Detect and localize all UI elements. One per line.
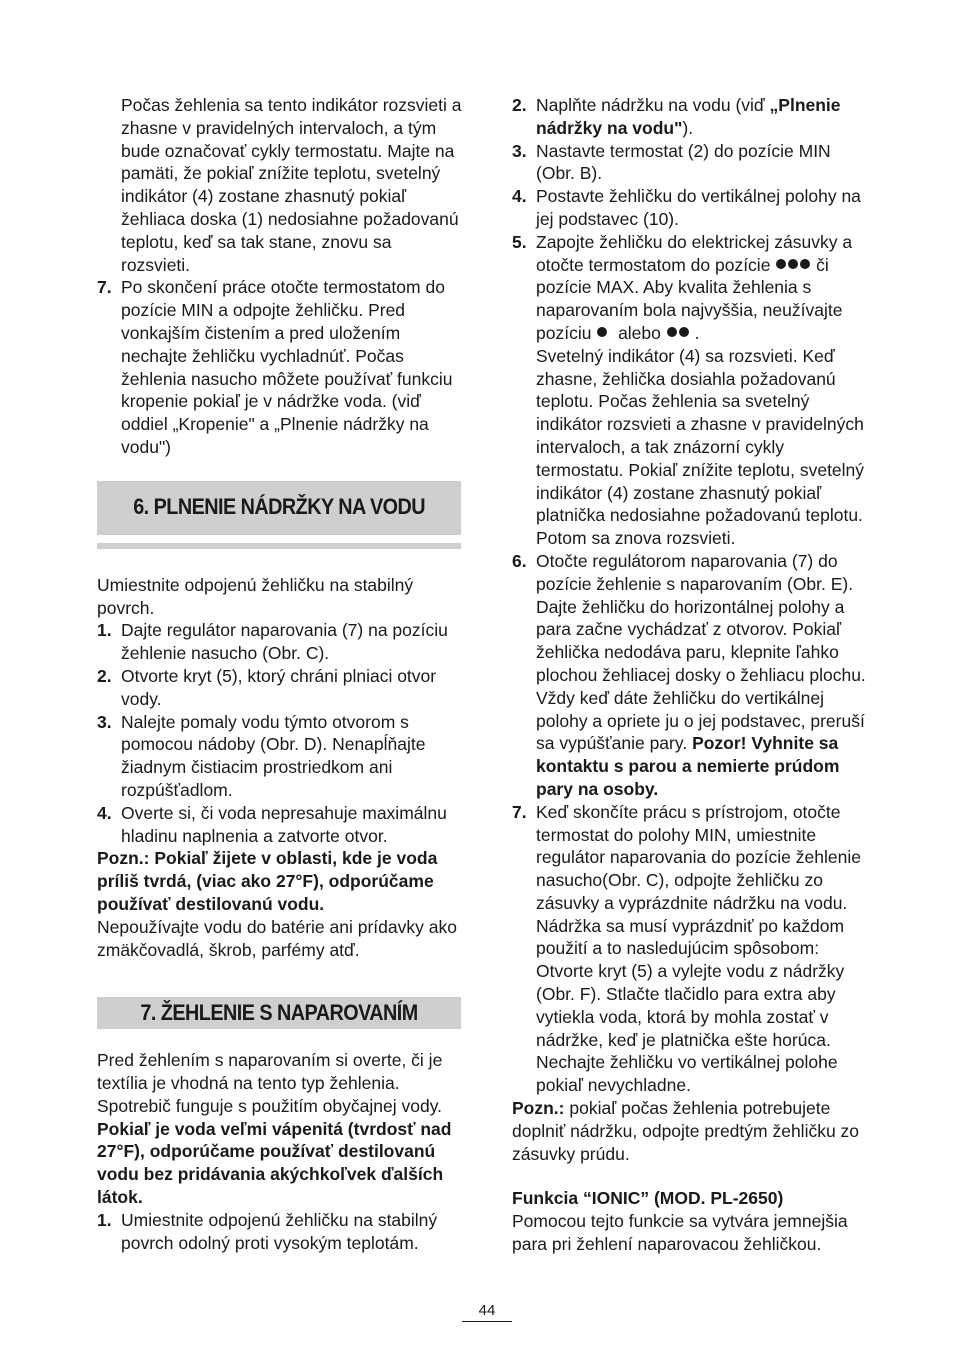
item-number: 7.: [512, 801, 527, 822]
ionic-title: Funkcia “IONIC” (MOD. PL-2650): [512, 1188, 784, 1209]
item-number: 1.: [97, 1209, 112, 1230]
list-item: [97, 802, 465, 848]
list-item: [97, 1209, 465, 1255]
section-6-title: 6. PLNENIE NÁDRŽKY NA VODU: [133, 494, 425, 520]
section-6-note-bold: Pozn.: Pokiaľ žijete v oblasti, kde je voda príliš tvrdá, (viac ako 27°F), odporúčame používať destilovanú vodu.: [97, 848, 438, 914]
left-column: [97, 94, 465, 1254]
list-item: [97, 665, 465, 711]
two-dot-icon: [666, 323, 690, 343]
three-dot-icon: [775, 255, 811, 275]
list-item: [512, 185, 874, 231]
right-column: [512, 94, 874, 1256]
list-item: [97, 619, 465, 665]
section-6-list: [97, 619, 465, 847]
one-dot-icon: [596, 323, 608, 343]
intro-continuation: Počas žehlenia sa tento indikátor rozsvieti a zhasne v pravidelných intervaloch, a tým bude označovať cykly termostatu. Majte na pamäti, že pokiaľ znížite teplotu, svetelný indikátor (4) zostane zhasnutý pokiaľ žehliaca doska (1) nedosiahne požadovanú teplotu, keď sa tak stane, znovu sa rozsvieti.: [121, 95, 462, 275]
page-number: 44: [478, 1302, 496, 1319]
section-6-intro: Umiestnite odpojenú žehličku na stabilný povrch.: [97, 574, 414, 618]
list-item: [512, 550, 874, 801]
item-number: 2.: [512, 95, 527, 115]
item-text: Umiestnite odpojenú žehličku na stabilný povrch odolný proti vysokým teplotám.: [121, 1209, 438, 1253]
item-number: 4.: [512, 186, 527, 207]
section-6-note: Nepoužívajte vodu do batérie ani prídavky ako zmäkčovadlá, škrob, parfémy atď.: [97, 916, 457, 960]
item-text: Otvorte kryt (5), ktorý chráni plniaci otvor vody.: [121, 665, 437, 709]
item-number: 4.: [97, 802, 112, 823]
item-text: Naplňte nádržku na vodu (viď „Plnenie nádržky na vodu").: [536, 95, 841, 138]
item-text: Zapojte žehličku do elektrickej zásuvky a otočte termostatom do pozície či pozície MAX. Aby kvalita žehlenia s naparovaním bola najvyššia, neužívajte pozíciu alebo . Svetelný indikátor (4) sa rozsvieti. Keď zhasne, žehlička dosiahla požadovanú teplotu. Počas žehlenia sa svetelný indikátor rozsvieti a zhasne v pravidelných intervaloch, a tak znázorní cykly termostatu. Pokiaľ znížite teplotu, svetelný indikátor (4) zostane zhasnutý pokiaľ platnička nedosiahne požadovanú teplotu. Potom sa znova rozsvieti.: [536, 231, 865, 549]
list-item: [512, 801, 874, 1097]
item-text: Keď skončíte prácu s prístrojom, otočte termostat do polohy MIN, umiestnite regulátor naparovania do pozície žehlenie nasucho(Obr. C), odpojte žehličku zo zásuvky a vyprázdnite nádržku na vodu. Nádržka sa musí vyprázdniť po každom použití a to nasledujúcim spôsobom: Otvorte kryt (5) a vylejte vodu z nádržky (Obr. F). Stlačte tlačidlo para extra aby vytiekla voda, ktorá by mohla zostať v nádržke, keď je platnička ešte horúca. Nechajte žehličku vo vertikálnej polohe pokiaľ nevychladne.: [536, 801, 861, 1096]
section-7-heading: [97, 997, 461, 1029]
section-7-intro: Pred žehlením s naparovaním si overte, či je textília je vhodná na tento typ žehlenia. Spotrebič funguje s použitím obyčajnej vody. Pokiaľ je voda veľmi vápenitá (tvrdosť nad 27°F), odporúčame používať destilovanú vodu bez pridávania akýchkoľvek ďalších látok.: [97, 1050, 452, 1208]
list-item: [97, 711, 465, 802]
item-number: 7.: [97, 277, 112, 298]
item-text: Postavte žehličku do vertikálnej polohy na jej podstavec (10).: [536, 186, 861, 229]
item-text: Po skončení práce otočte termostatom do pozície MIN a odpojte žehličku. Pred vonkajším čistením a pred uložením nechajte žehličku vychladnúť. Počas žehlenia nasucho môžete používať funkciu kropenie pokiaľ je v nádržke voda. (viď oddiel „Kropenie" a „Plnenie nádržky na vodu"): [121, 277, 453, 457]
item-text: Nalejte pomaly vodu týmto otvorom s pomocou nádoby (Obr. D). Nenapĺňajte žiadnym čistiacim prostriedkom ani rozpúšťadlom.: [121, 711, 426, 800]
item-text: Overte si, či voda nepresahuje maximálnu hladinu naplnenia a zatvorte otvor.: [121, 802, 447, 846]
item-number: 3.: [512, 140, 527, 161]
item-text: Dajte regulátor naparovania (7) na pozíciu žehlenie nasucho (Obr. C).: [121, 620, 448, 664]
item-text: Otočte regulátorom naparovania (7) do pozície žehlenie s naparovaním (Obr. E). Dajte žehličku do horizontálnej polohy a para začne vychádzať z otvorov. Pokiaľ žehlička nedodáva paru, klepnite ľahko plochou žehliacej dosky o žehliacu plochu. Vždy keď dáte žehličku do vertikálnej polohy a opriete ju o jej podstavec, preruší sa vypúšťanie pary. Pozor! Vyhnite sa kontaktu s parou a nemierte prúdom pary na osoby.: [536, 550, 866, 799]
item-text: Nastavte termostat (2) do pozície MIN (Obr. B).: [536, 140, 831, 184]
ionic-text: Pomocou tejto funkcie sa vytvára jemnejšia para pri žehlení naparovacou žehličkou.: [512, 1211, 848, 1255]
list-item: [97, 276, 465, 458]
section-7-title: 7. ŽEHLENIE S NAPAROVANÍM: [140, 999, 418, 1025]
item-number: 5.: [512, 231, 527, 252]
section-6-heading: [97, 481, 461, 549]
note: Pozn.: pokiaľ počas žehlenia potrebujete doplniť nádržku, odpojte predtým žehličku zo zásuvky prúdu.: [512, 1098, 860, 1164]
item-number: 1.: [97, 620, 112, 641]
item-number: 3.: [97, 711, 112, 732]
list-item: [512, 94, 874, 140]
list-item: [512, 140, 874, 186]
page-number-underline: [462, 1321, 512, 1322]
item-number: 6.: [512, 550, 527, 571]
item-number: 2.: [97, 665, 112, 686]
list-item: [512, 231, 874, 550]
